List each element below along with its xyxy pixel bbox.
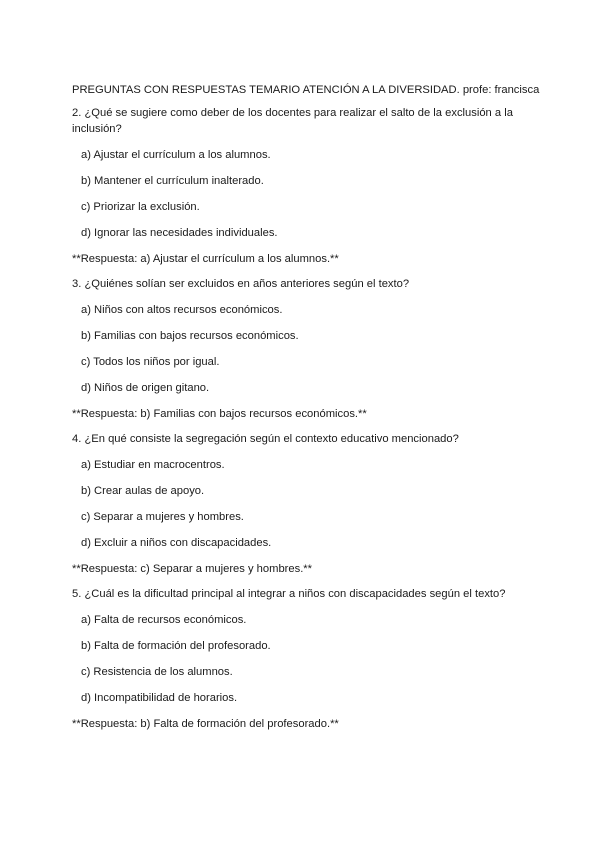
- question-text: 3. ¿Quiénes solían ser excluidos en años anteriores según el texto?: [72, 278, 410, 290]
- option-b: b) Familias con bajos recursos económicos.: [81, 330, 299, 342]
- answer-text: **Respuesta: b) Familias con bajos recursos económicos.**: [72, 408, 367, 420]
- option-c: c) Separar a mujeres y hombres.: [81, 511, 244, 523]
- option-c: c) Resistencia de los alumnos.: [81, 666, 233, 678]
- option-d: d) Niños de origen gitano.: [81, 382, 210, 394]
- question-block: [72, 105, 540, 267]
- option-a: a) Ajustar el currículum a los alumnos.: [81, 149, 271, 161]
- question-text: 2. ¿Qué se sugiere como deber de los docentes para realizar el salto de la exclusión a la inclusión?: [72, 107, 513, 135]
- option-c: c) Priorizar la exclusión.: [81, 201, 200, 213]
- option-d: d) Incompatibilidad de horarios.: [81, 692, 238, 704]
- option-d: d) Ignorar las necesidades individuales.: [81, 227, 278, 239]
- question-block: [72, 431, 540, 577]
- question-text: 5. ¿Cuál es la dificultad principal al integrar a niños con discapacidades según el texto?: [72, 588, 506, 600]
- answer-text: **Respuesta: a) Ajustar el currículum a los alumnos.**: [72, 253, 339, 265]
- option-b: b) Crear aulas de apoyo.: [81, 485, 205, 497]
- question-text: 4. ¿En qué consiste la segregación según el contexto educativo mencionado?: [72, 433, 459, 445]
- option-d: d) Excluir a niños con discapacidades.: [81, 537, 272, 549]
- question-block: [72, 586, 540, 732]
- option-b: b) Mantener el currículum inalterado.: [81, 175, 264, 187]
- option-a: a) Niños con altos recursos económicos.: [81, 304, 283, 316]
- answer-text: **Respuesta: c) Separar a mujeres y hombres.**: [72, 563, 313, 575]
- document-title: PREGUNTAS CON RESPUESTAS TEMARIO ATENCIÓN A LA DIVERSIDAD. profe: francisca: [72, 84, 540, 96]
- question-block: [72, 276, 540, 422]
- option-c: c) Todos los niños por igual.: [81, 356, 220, 368]
- answer-text: **Respuesta: b) Falta de formación del profesorado.**: [72, 718, 339, 730]
- option-b: b) Falta de formación del profesorado.: [81, 640, 271, 652]
- option-a: a) Estudiar en macrocentros.: [81, 459, 225, 471]
- option-a: a) Falta de recursos económicos.: [81, 614, 247, 626]
